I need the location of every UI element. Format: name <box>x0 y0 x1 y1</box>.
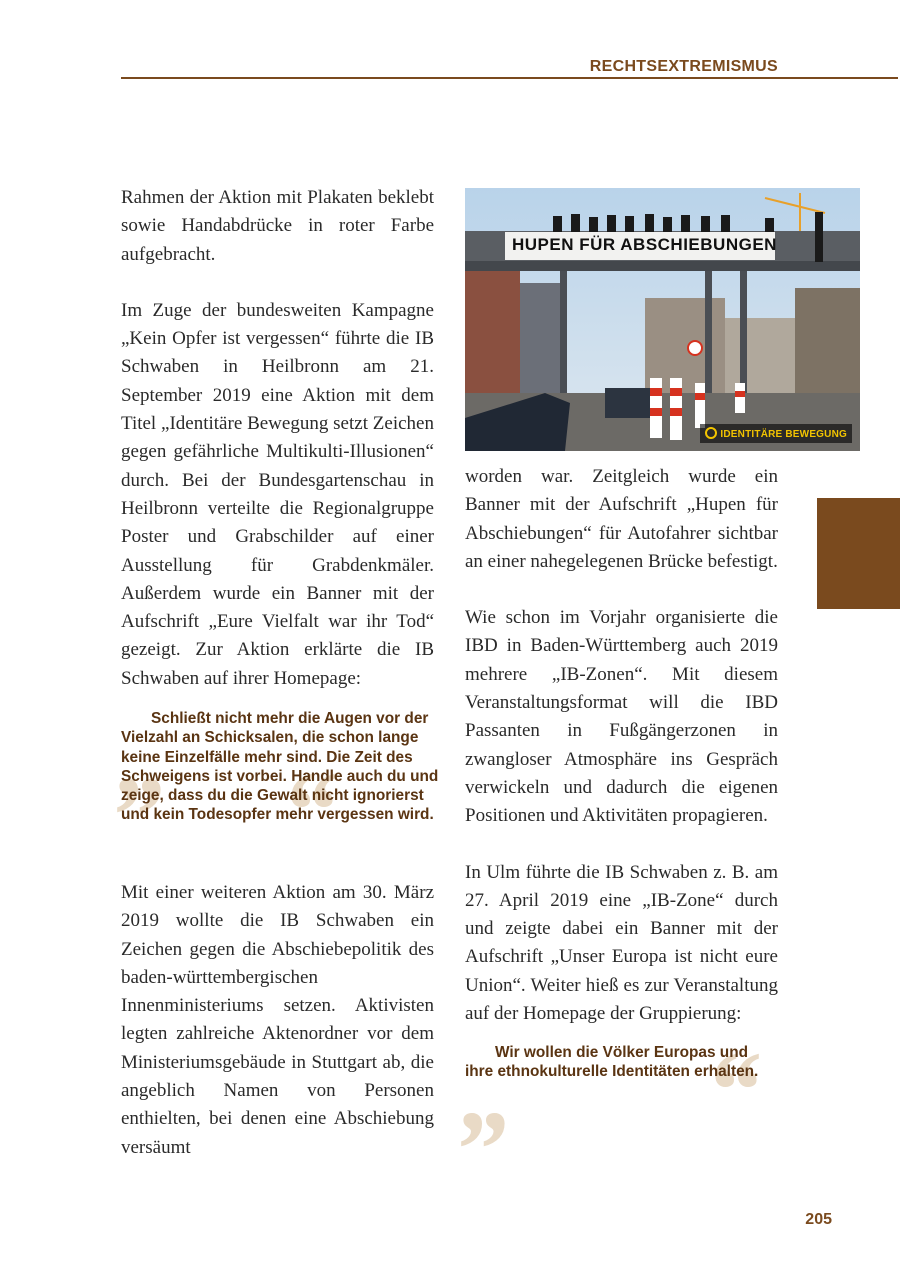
left-paragraph-1: Rahmen der Aktion mit Plakaten beklebt sowie Handabdrücke in roter Farbe aufgebracht. <box>121 187 434 265</box>
close-quote-mark-2-icon: “ <box>705 1029 760 1151</box>
left-paragraph-3: Mit einer weiteren Aktion am 30. März 2019 wollte die IB Schwaben ein Zeichen gegen die Abschiebepolitik des baden-württembergischen Innenministeriums setzen. Aktivisten legten zahlreiche Aktenordner vor dem Ministeriumsgebäude in Stuttgart ab, die angeblich Namen von Personen enthielten, bei denen eine Abschiebung versäumt <box>121 882 434 1158</box>
right-paragraph-1: worden war. Zeitgleich wurde ein Banner mit der Aufschrift „Hupen für Abschiebungen“ für Autofahrer sichtbar an einer nahegelegenen Brücke befestigt. <box>465 466 778 572</box>
pull-quote-2-text: Wir wollen die Völker Europas und ihre ethnokulturelle Identitäten erhalten. <box>465 1044 759 1081</box>
close-quote-mark-icon: “ <box>281 749 336 871</box>
photo-banner-text: HUPEN FÜR ABSCHIEBUNGEN <box>512 235 777 254</box>
chapter-side-tab <box>817 498 900 609</box>
running-header: RECHTSEXTREMISMUS <box>589 58 778 75</box>
open-quote-mark-icon: „ <box>117 697 172 819</box>
article-photo <box>465 188 860 451</box>
right-column <box>465 463 778 1028</box>
pull-quote-1-text: Schließt nicht mehr die Augen vor der Vielzahl an Schicksalen, die schon lange keine Einzelfälle mehr sind. Die Zeit des Schweigens ist vorbei. Handle auch du und zeige, dass du die Gewalt nicht ignorierst und kein Todesopfer mehr vergessen wird. <box>121 710 439 824</box>
right-paragraph-3: In Ulm führte die IB Schwaben z. B. am 27. April 2019 eine „IB-Zone“ durch und zeigte dabei ein Banner mit der Aufschrift „Unser Europa ist nicht eure Union“. Weiter hieß es zur Veranstaltung auf der Homepage der Gruppierung: <box>465 861 778 1025</box>
page-number: 205 <box>805 1211 832 1228</box>
photo-logo-text: IDENTITÄRE BEWEGUNG <box>720 429 847 440</box>
open-quote-mark-2-icon: „ <box>461 1031 516 1153</box>
header-rule <box>121 77 898 79</box>
lambda-logo-icon <box>705 427 717 439</box>
right-paragraph-2: Wie schon im Vorjahr organisierte die IBD in Baden-Württemberg auch 2019 mehrere „IB-Zonen“. Mit diesem Veranstaltungsformat will die IBD Passanten in Fußgängerzonen in zwangloser Atmosphäre ins Gespräch verwickeln und dadurch die eigenen Positionen und Aktivitäten propagieren. <box>465 607 778 827</box>
pull-quote-1 <box>117 697 441 871</box>
photo-scene <box>465 188 860 451</box>
pull-quote-2 <box>461 1029 765 1153</box>
left-column-lower <box>121 879 434 1162</box>
left-paragraph-2: Im Zuge der bundesweiten Kampagne „Kein Opfer ist vergessen“ führte die IB Schwaben in Heilbronn am 21. September 2019 eine Aktion mit dem Titel „Identitäre Bewegung setzt Zeichen gegen gefährliche Multikulti-Illusionen“ durch. Bei der Bundesgartenschau in Heilbronn verteilte die Regionalgruppe Poster und Grabschilder auf einer Ausstellung für Grabdenkmäler. Außerdem wurde ein Banner mit der Aufschrift „Eure Vielfalt war ihr Tod“ gezeigt. Zur Aktion erklärte die IB Schwaben auf ihrer Homepage: <box>121 299 434 689</box>
photo-logo <box>700 424 852 443</box>
left-column <box>121 184 434 693</box>
